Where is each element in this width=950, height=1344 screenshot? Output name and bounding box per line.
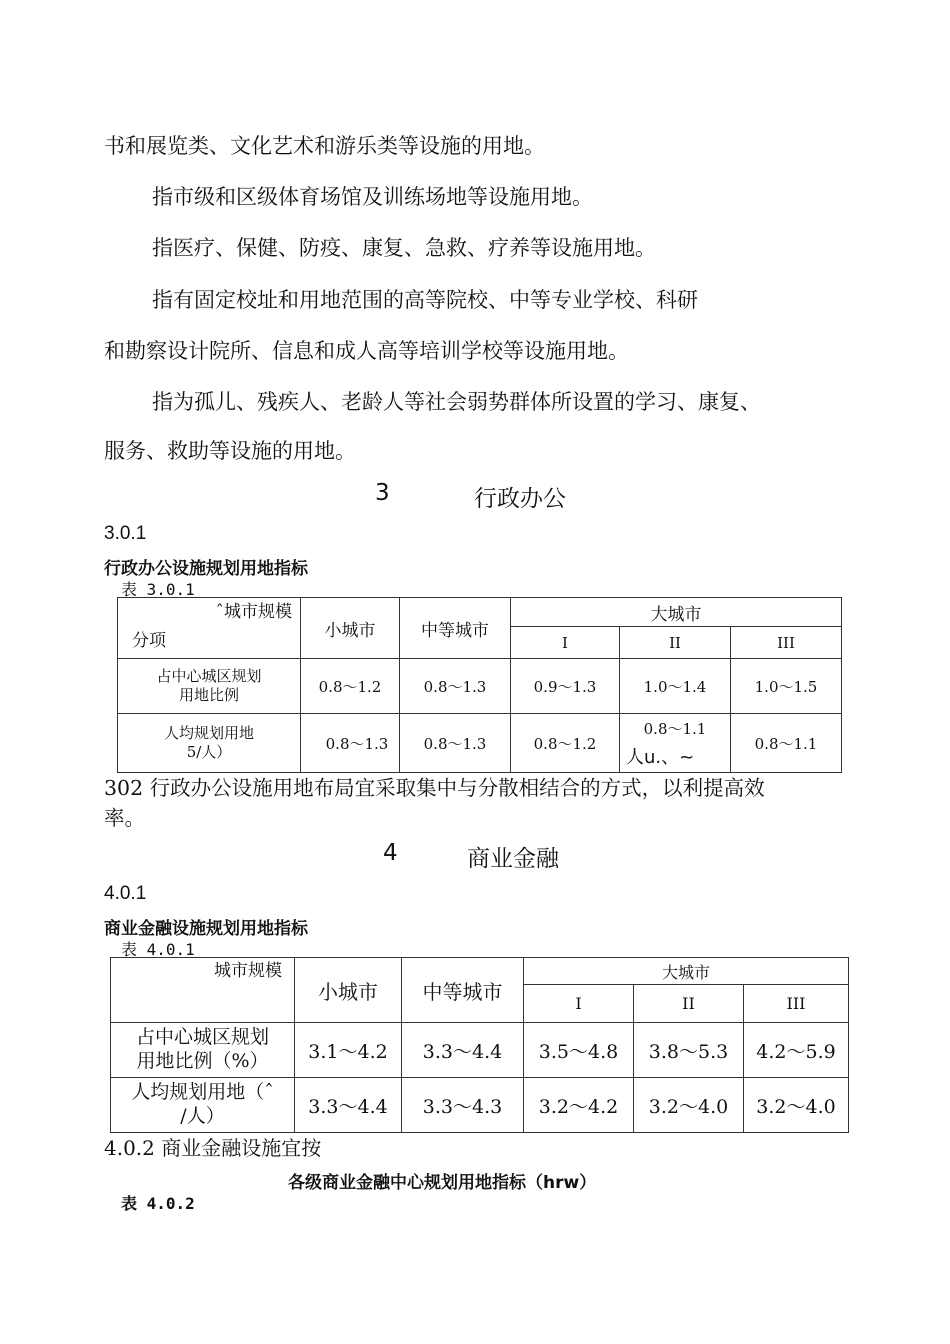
table-4-0-2-caption: 各级商业金融中心规划用地指标（hrw） bbox=[288, 1173, 597, 1193]
paragraph-line-5: 和勘察设计院所、信息和成人高等培训学校等设施用地。 bbox=[104, 339, 629, 363]
table-cell: 0.8〜1.1 bbox=[731, 714, 842, 773]
row-land-ratio-label bbox=[118, 659, 301, 714]
col-large-2: II bbox=[634, 985, 744, 1023]
table-cell: 0.8〜1.2 bbox=[301, 659, 400, 714]
table-cell: 3.1〜4.2 bbox=[295, 1023, 402, 1078]
cell-extra-text: 人u.、~ bbox=[626, 746, 695, 768]
row-label-line-1: 占中心城区规划 bbox=[135, 1026, 269, 1049]
paragraph-line-7: 服务、救助等设施的用地。 bbox=[104, 439, 356, 463]
table-corner-cell bbox=[111, 958, 295, 1023]
row-per-capita-label bbox=[118, 714, 301, 773]
clause-4-0-2: 4.0.2 商业金融设施宜按 bbox=[104, 1136, 322, 1160]
table-corner-cell bbox=[118, 598, 301, 659]
section-4-number: 4 bbox=[383, 840, 398, 866]
table-cell: 3.5〜4.8 bbox=[524, 1023, 634, 1078]
table-cell: 3.2〜4.0 bbox=[634, 1078, 744, 1133]
row-per-capita-label bbox=[111, 1078, 295, 1133]
row-label-line-2: 用地比例 bbox=[178, 686, 239, 704]
table-4-0-1 bbox=[110, 957, 849, 1133]
table-cell: 3.3〜4.4 bbox=[295, 1078, 402, 1133]
table-cell: 4.2〜5.9 bbox=[744, 1023, 849, 1078]
table-cell: 0.8〜1.3 bbox=[400, 659, 511, 714]
cell-value: 0.8〜1.1 bbox=[643, 719, 707, 738]
col-large-1: I bbox=[524, 985, 634, 1023]
table-4-caption: 商业金融设施规划用地指标 bbox=[104, 919, 308, 939]
paragraph-line-3: 指医疗、保健、防疫、康复、急救、疗养等设施用地。 bbox=[152, 236, 656, 260]
row-label-line-2: /人） bbox=[180, 1105, 225, 1127]
table-cell: 3.2〜4.2 bbox=[524, 1078, 634, 1133]
table-cell-stacked bbox=[620, 714, 731, 773]
col-large-3: III bbox=[731, 627, 842, 659]
table-3-caption: 行政办公设施规划用地指标 bbox=[104, 559, 308, 579]
row-label-line-1: 人均规划用地 bbox=[163, 724, 254, 743]
col-large-3: III bbox=[744, 985, 849, 1023]
corner-top-label: 城市规模 bbox=[214, 961, 282, 981]
table-3-number: 表 3.0.1 bbox=[121, 580, 195, 599]
clause-3-0-1: 3.0.1 bbox=[104, 523, 147, 544]
table-cell: 0.9〜1.3 bbox=[511, 659, 620, 714]
table-cell: 1.0〜1.4 bbox=[620, 659, 731, 714]
col-small-city: 小城市 bbox=[301, 598, 400, 659]
col-large-city: 大城市 bbox=[511, 598, 842, 627]
row-label-line-1: 占中心城区规划 bbox=[156, 667, 262, 686]
row-label-line-1: 人均规划用地（ˆ bbox=[131, 1081, 274, 1104]
table-cell: 0.8〜1.3 bbox=[301, 714, 400, 773]
table-4-0-2-number: 表 4.0.2 bbox=[121, 1194, 195, 1213]
table-cell: 3.8〜5.3 bbox=[634, 1023, 744, 1078]
paragraph-line-2: 指市级和区级体育场馆及训练场地等设施用地。 bbox=[152, 185, 593, 209]
col-large-2: II bbox=[620, 627, 731, 659]
paragraph-line-4: 指有固定校址和用地范围的高等院校、中等专业学校、科研 bbox=[152, 288, 698, 312]
col-large-1: I bbox=[511, 627, 620, 659]
note-3-0-2-line-2: 率。 bbox=[104, 806, 145, 830]
section-4-title: 商业金融 bbox=[467, 846, 559, 872]
table-cell: 3.2〜4.0 bbox=[744, 1078, 849, 1133]
table-cell: 0.8〜1.3 bbox=[400, 714, 511, 773]
table-3-0-1 bbox=[117, 597, 842, 773]
row-label-line-2: 5/人） bbox=[186, 743, 232, 761]
col-medium-city: 中等城市 bbox=[402, 958, 524, 1023]
row-land-ratio-label bbox=[111, 1023, 295, 1078]
corner-top-label: ˆ城市规模 bbox=[215, 602, 292, 622]
table-cell: 1.0〜1.5 bbox=[731, 659, 842, 714]
table-cell: 3.3〜4.3 bbox=[402, 1078, 524, 1133]
section-3-title: 行政办公 bbox=[474, 486, 566, 512]
table-cell: 3.3〜4.4 bbox=[402, 1023, 524, 1078]
clause-4-0-1: 4.0.1 bbox=[104, 883, 147, 904]
section-3-number: 3 bbox=[375, 480, 390, 506]
paragraph-line-6: 指为孤儿、残疾人、老龄人等社会弱势群体所设置的学习、康复、 bbox=[152, 390, 761, 414]
col-large-city: 大城市 bbox=[524, 958, 849, 985]
row-label-line-2: 用地比例（%） bbox=[136, 1050, 269, 1072]
col-medium-city: 中等城市 bbox=[400, 598, 511, 659]
note-3-0-2-line-1: 302 行政办公设施用地布局宜采取集中与分散相结合的方式，以利提高效 bbox=[104, 776, 765, 800]
paragraph-line-1: 书和展览类、文化艺术和游乐类等设施的用地。 bbox=[104, 134, 545, 158]
corner-bottom-label: 分项 bbox=[132, 630, 166, 651]
col-small-city: 小城市 bbox=[295, 958, 402, 1023]
table-cell: 0.8〜1.2 bbox=[511, 714, 620, 773]
table-4-number: 表 4.0.1 bbox=[121, 940, 195, 959]
